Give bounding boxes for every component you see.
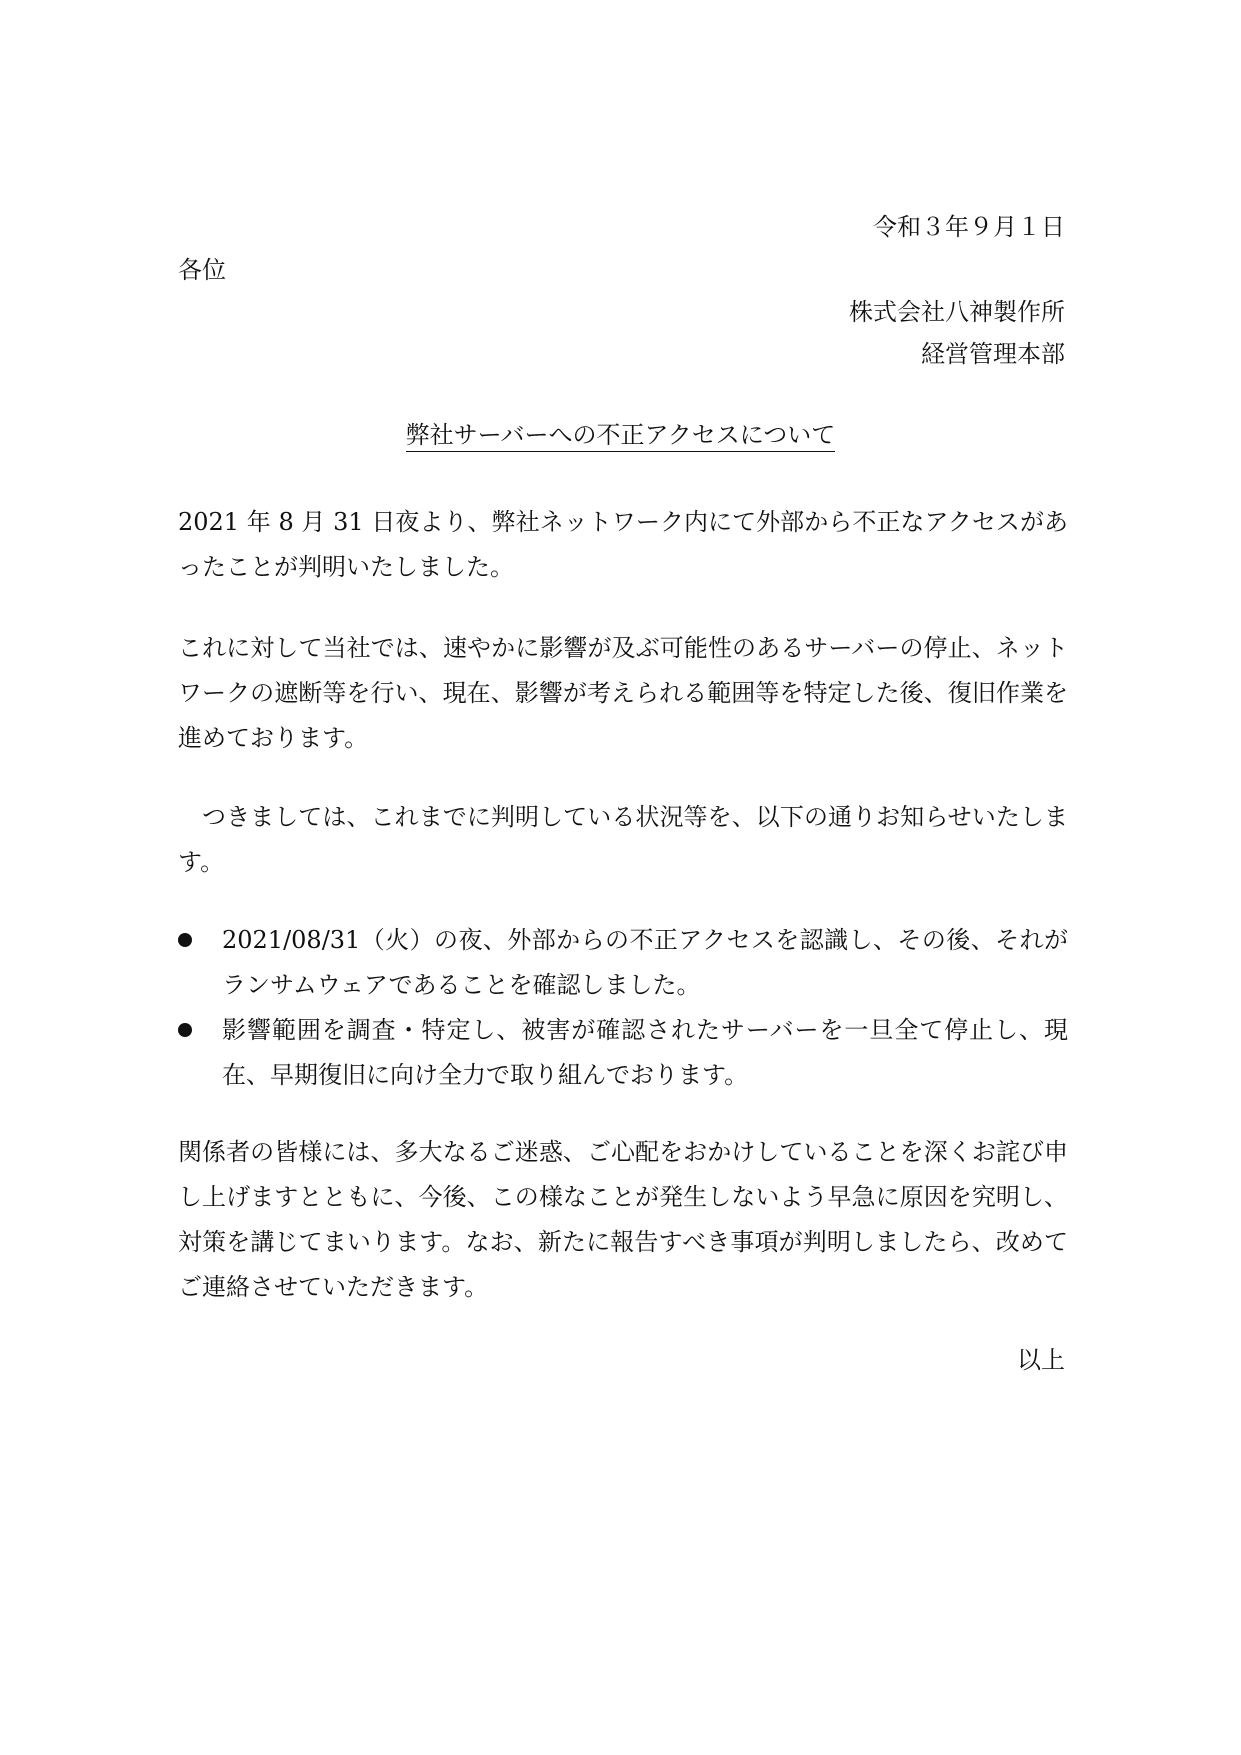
document-date: 令和３年９月１日 bbox=[873, 213, 1065, 241]
status-bullet-list bbox=[178, 918, 1068, 1098]
bullet-dot-icon bbox=[178, 1023, 192, 1037]
document-title bbox=[0, 420, 1241, 450]
company-name: 株式会社八神製作所 bbox=[849, 298, 1065, 326]
bullet-item bbox=[178, 918, 1068, 1008]
bullet-dot-icon bbox=[178, 933, 192, 947]
recipient: 各位 bbox=[178, 256, 226, 284]
bullet-text: 2021/08/31（火）の夜、外部からの不正アクセスを認識し、その後、それがランサムウェアであることを確認しました。 bbox=[222, 926, 1068, 999]
paragraph-notice: つきましては、これまでに判明している状況等を、以下の通りお知らせいたします。 bbox=[178, 803, 1068, 876]
document-title-text: 弊社サーバーへの不正アクセスについて bbox=[406, 421, 836, 452]
paragraph-apology: 関係者の皆様には、多大なるご迷惑、ご心配をおかけしていることを深くお詫び申し上げますとともに、今後、この様なことが発生しないよう早急に原因を究明し、対策を講じてまいります。なお、新たに報告すべき事項が判明しましたら、改めてご連絡させていただきます。 bbox=[178, 1138, 1068, 1301]
bullet-item bbox=[178, 1008, 1068, 1098]
bullet-text: 影響範囲を調査・特定し、被害が確認されたサーバーを一旦全て停止し、現在、早期復旧に向け全力で取り組んでおります。 bbox=[222, 1016, 1068, 1089]
end-mark: 以上 bbox=[1017, 1346, 1065, 1374]
department-name: 経営管理本部 bbox=[921, 340, 1065, 368]
paragraph-response: これに対して当社では、速やかに影響が及ぶ可能性のあるサーバーの停止、ネットワークの遮断等を行い、現在、影響が考えられる範囲等を特定した後、復旧作業を進めております。 bbox=[178, 634, 1068, 752]
paragraph-incident: 2021 年 8 月 31 日夜より、弊社ネットワーク内にて外部から不正なアクセスがあったことが判明いたしました。 bbox=[178, 508, 1068, 581]
